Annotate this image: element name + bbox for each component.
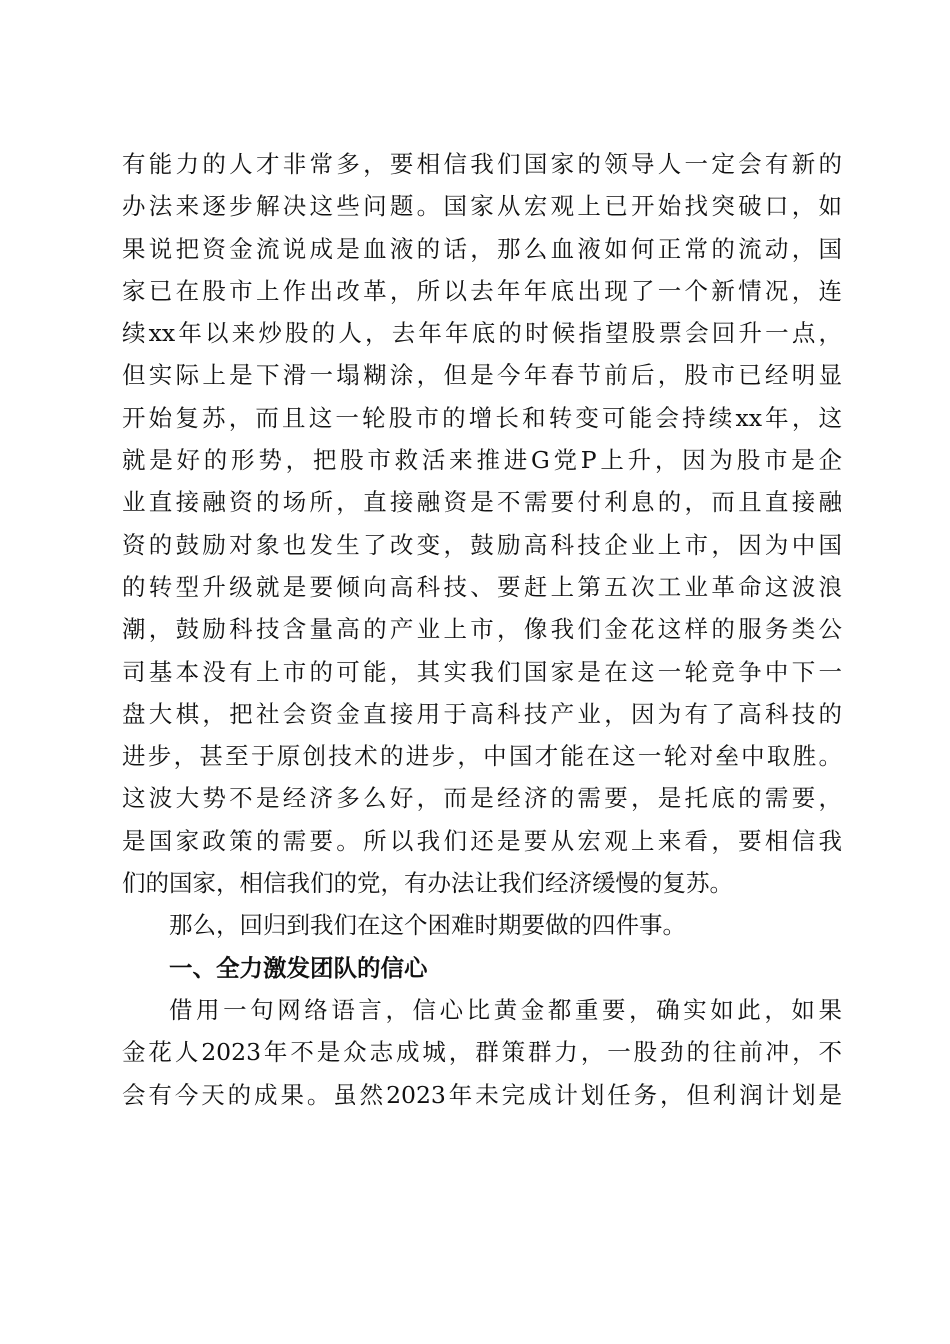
text-line: 但实际上是下滑一塌糊涂，但是今年春节前后，股市已经明显 xyxy=(122,361,842,390)
text-line: 家已在股市上作出改革，所以去年年底出现了一个新情况，连 xyxy=(122,276,842,305)
text-line: 会有今天的成果。虽然2023年未完成计划任务，但利润计划是 xyxy=(122,1080,842,1109)
text-line: 金花人2023年不是众志成城，群策群力，一股劲的往前冲，不 xyxy=(122,1038,842,1067)
text-line: 有能力的人才非常多，要相信我们国家的领导人一定会有新的 xyxy=(122,150,842,178)
text-line: 的转型升级就是要倾向高科技、要赶上第五次工业革命这波浪 xyxy=(122,572,842,601)
text-line: 进步，甚至于原创技术的进步，中国才能在这一轮对垒中取胜。 xyxy=(122,742,842,771)
body-text xyxy=(122,143,842,1116)
paragraph-line: 那么，回归到我们在这个困难时期要做的四件事。 xyxy=(169,911,686,940)
text-line: 潮，鼓励科技含量高的产业上市，像我们金花这样的服务类公 xyxy=(122,615,842,644)
text-line: 果说把资金流说成是血液的话，那么血液如何正常的流动，国 xyxy=(122,234,842,263)
text-line: 就是好的形势，把股市救活来推进G党P上升，因为股市是企 xyxy=(122,446,842,475)
text-line: 续xx年以来炒股的人，去年年底的时候指望股票会回升一点， xyxy=(122,319,842,348)
text-line: 这波大势不是经济多么好，而是经济的需要，是托底的需要， xyxy=(122,784,842,813)
text-line: 资的鼓励对象也发生了改变，鼓励高科技企业上市，因为中国 xyxy=(122,530,842,559)
section-heading: 一、全力激发团队的信心 xyxy=(169,953,428,982)
text-line: 是国家政策的需要。所以我们还是要从宏观上来看，要相信我 xyxy=(122,826,842,855)
text-line: 办法来逐步解决这些问题。国家从宏观上已开始找突破口，如 xyxy=(122,192,842,221)
text-line: 司基本没有上市的可能，其实我们国家是在这一轮竞争中下一 xyxy=(122,657,842,686)
text-line: 业直接融资的场所，直接融资是不需要付利息的，而且直接融 xyxy=(122,488,842,517)
text-line: 盘大棋，把社会资金直接用于高科技产业，因为有了高科技的 xyxy=(122,699,842,728)
text-line: 开始复苏，而且这一轮股市的增长和转变可能会持续xx年，这 xyxy=(122,403,842,432)
text-line: 们的国家，相信我们的党，有办法让我们经济缓慢的复苏。 xyxy=(122,869,733,898)
paragraph-line: 借用一句网络语言，信心比黄金都重要，确实如此，如果 xyxy=(169,995,842,1024)
